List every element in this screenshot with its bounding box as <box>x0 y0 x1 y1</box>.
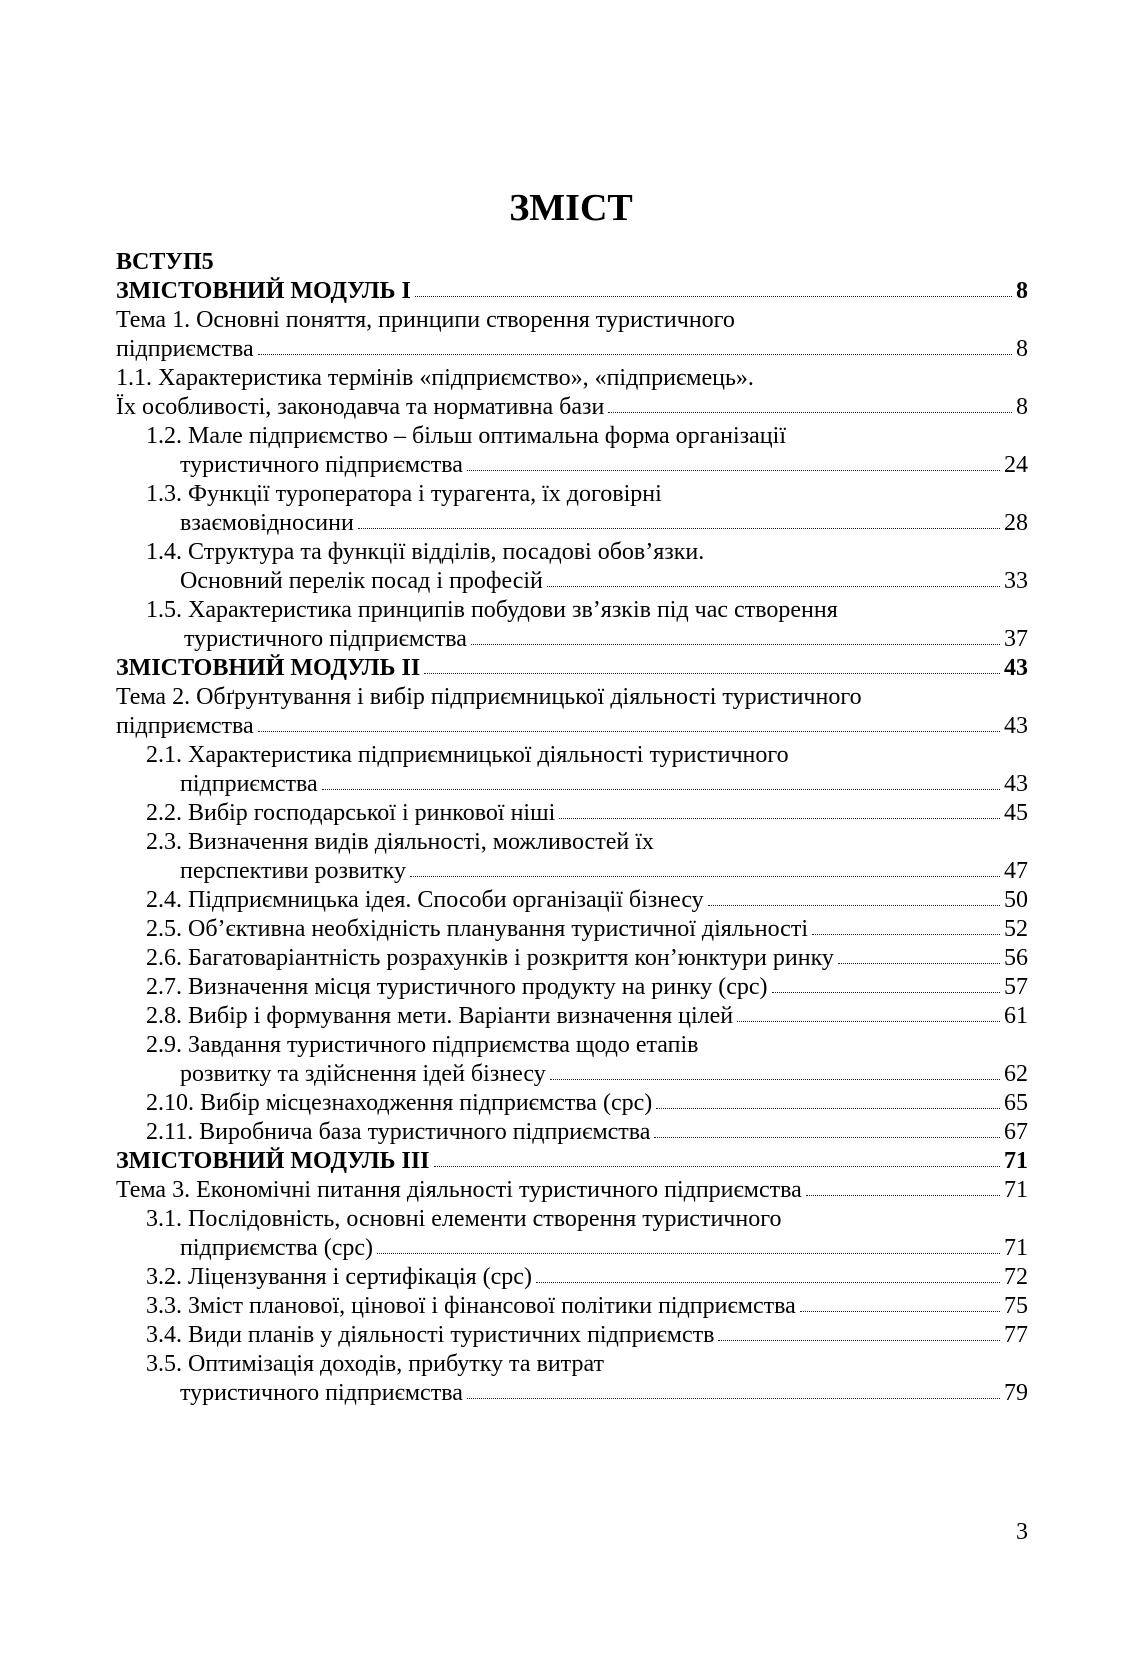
toc-entry-text: підприємства (срс) <box>180 1235 373 1261</box>
toc-entry <box>0 421 1142 452</box>
toc-dot-leader <box>772 992 1000 993</box>
toc-dot-leader <box>467 1398 1000 1399</box>
toc-section-heading <box>0 247 1142 278</box>
toc-entry-page: 47 <box>1004 858 1028 884</box>
toc-entry <box>0 740 1142 771</box>
toc-entry-text: 1.4. Структура та функції відділів, посадові обов’язки. <box>146 539 705 565</box>
toc-entry-text: підприємства <box>180 771 318 797</box>
toc-dot-leader <box>258 731 1000 732</box>
toc-entry <box>0 914 1142 945</box>
toc-entry <box>0 856 1142 887</box>
toc-entry-page: 65 <box>1004 1090 1028 1116</box>
toc-entry-page: 62 <box>1004 1061 1028 1087</box>
toc-entry <box>0 1233 1142 1264</box>
toc-dot-leader <box>656 1108 1000 1109</box>
toc-entry-text: 2.11. Виробнича база туристичного підприємства <box>146 1119 651 1145</box>
toc-entry-page: 45 <box>1004 800 1028 826</box>
toc-entry <box>0 827 1142 858</box>
toc-dot-leader <box>467 470 1000 471</box>
toc-entry <box>0 1204 1142 1235</box>
toc-dot-leader <box>559 818 1000 819</box>
toc-entry-page: 33 <box>1004 568 1028 594</box>
toc-entry-text: Тема 1. Основні поняття, принципи створення туристичного <box>116 307 735 333</box>
toc-entry-text: 3.1. Послідовність, основні елементи створення туристичного <box>146 1206 782 1232</box>
toc-entry-page: 75 <box>1004 1293 1028 1319</box>
toc-entry <box>0 1291 1142 1322</box>
toc-entry-text: розвитку та здійснення ідей бізнесу <box>180 1061 546 1087</box>
toc-entry <box>0 508 1142 539</box>
toc-dot-leader <box>737 1021 1000 1022</box>
toc-entry-page: 43 <box>1004 713 1028 739</box>
toc-entry <box>0 1059 1142 1090</box>
toc-entry-page: 67 <box>1004 1119 1028 1145</box>
toc-dot-leader <box>358 528 1000 529</box>
toc-entry-page: 77 <box>1004 1322 1028 1348</box>
toc-entry-text: перспективи розвитку <box>180 858 406 884</box>
toc-dot-leader <box>424 673 1000 674</box>
toc-entry-page: 57 <box>1004 974 1028 1000</box>
toc-entry-text: 2.2. Вибір господарської і ринкової ніші <box>146 800 556 826</box>
toc-entry-page: 8 <box>1016 278 1028 304</box>
toc-entry <box>0 1262 1142 1293</box>
toc-entry-page: 8 <box>1016 336 1028 362</box>
toc-entry-text: 2.3. Визначення видів діяльності, можливостей їх <box>146 829 654 855</box>
toc-entry-text: Тема 3. Економічні питання діяльності туристичного підприємства <box>116 1177 802 1203</box>
toc-entry-page: 71 <box>1004 1177 1028 1203</box>
toc-entry-page: 56 <box>1004 945 1028 971</box>
toc-entry <box>0 1117 1142 1148</box>
toc-dot-leader <box>800 1311 1000 1312</box>
toc-dot-leader <box>471 644 1000 645</box>
toc-entry-text: ЗМІСТОВНИЙ МОДУЛЬ ІІ <box>116 655 421 681</box>
toc-entry <box>0 479 1142 510</box>
toc-entry-text: 3.2. Ліцензування і сертифікація (срс) <box>146 1264 532 1290</box>
toc-entry <box>0 943 1142 974</box>
toc-dot-leader <box>410 876 1000 877</box>
toc-entry <box>0 769 1142 800</box>
toc-entry-page: 52 <box>1004 916 1028 942</box>
toc-entry <box>0 682 1142 713</box>
toc-section-heading <box>0 276 1142 307</box>
toc-entry <box>0 450 1142 481</box>
toc-entry <box>0 798 1142 829</box>
toc-entry <box>0 1378 1142 1409</box>
toc-entry-page: 79 <box>1004 1380 1028 1406</box>
toc-entry <box>0 363 1142 394</box>
toc-entry <box>0 334 1142 365</box>
toc-entry-text: туристичного підприємства <box>180 1380 463 1406</box>
toc-entry-text: 3.5. Оптимізація доходів, прибутку та витрат <box>146 1351 604 1377</box>
toc-entry-text: 2.5. Об’єктивна необхідність планування туристичної діяльності <box>146 916 808 942</box>
toc-entry-page: 37 <box>1004 626 1028 652</box>
toc-entry-text: 2.9. Завдання туристичного підприємства щодо етапів <box>146 1032 699 1058</box>
toc-dot-leader <box>718 1340 1000 1341</box>
toc-entry-text: 2.7. Визначення місця туристичного продукту на ринку (срс) <box>146 974 768 1000</box>
toc-entry <box>0 392 1142 423</box>
toc-entry <box>0 711 1142 742</box>
toc-entry-page: 24 <box>1004 452 1028 478</box>
toc-entry <box>0 1030 1142 1061</box>
toc-entry <box>0 537 1142 568</box>
toc-entry-text: 3.3. Зміст планової, цінової і фінансової політики підприємства <box>146 1293 796 1319</box>
toc-dot-leader <box>708 905 1000 906</box>
toc-entry-page: 28 <box>1004 510 1028 536</box>
toc-entry-text: підприємства <box>116 713 254 739</box>
toc-entry-text: Їх особливості, законодавча та нормативна бази <box>116 394 605 420</box>
toc-entry-text: 1.5. Характеристика принципів побудови зв’язків під час створення <box>146 597 838 623</box>
toc-entry <box>0 624 1142 655</box>
toc-entry-text: ЗМІСТОВНИЙ МОДУЛЬ ІІІ <box>116 1148 430 1174</box>
toc-entry <box>0 595 1142 626</box>
toc-entry <box>0 1088 1142 1119</box>
toc-entry <box>0 566 1142 597</box>
toc-entry <box>0 1320 1142 1351</box>
toc-dot-leader <box>806 1195 1000 1196</box>
toc-dot-leader <box>550 1079 1000 1080</box>
toc-entry-page: 72 <box>1004 1264 1028 1290</box>
toc-entry-text: 2.8. Вибір і формування мети. Варіанти визначення цілей <box>146 1003 734 1029</box>
toc-entry-page: 50 <box>1004 887 1028 913</box>
toc-dot-leader <box>547 586 1000 587</box>
toc-entry <box>0 305 1142 336</box>
toc-entry-text: Основний перелік посад і професій <box>180 568 543 594</box>
toc-entry-text: взаємовідносини <box>180 510 354 536</box>
toc-entry <box>0 1349 1142 1380</box>
toc-entry-text: підприємства <box>116 336 254 362</box>
toc-entry <box>0 1175 1142 1206</box>
toc-dot-leader <box>258 354 1012 355</box>
toc-section-heading <box>0 653 1142 684</box>
toc-entry-text: 1.2. Мале підприємство – більш оптимальна форма організації <box>146 423 786 449</box>
toc-dot-leader <box>434 1166 1000 1167</box>
toc-entry-text: туристичного підприємства <box>184 626 467 652</box>
toc-entry-text: 2.10. Вибір місцезнаходження підприємства (срс) <box>146 1090 653 1116</box>
page-number: 3 <box>1016 1519 1028 1545</box>
toc-dot-leader <box>415 296 1012 297</box>
toc-entry-text: 3.4. Види планів у діяльності туристичних підприємств <box>146 1322 715 1348</box>
toc-dot-leader <box>536 1282 1000 1283</box>
toc-dot-leader <box>812 934 1000 935</box>
toc-entry <box>0 885 1142 916</box>
toc-dot-leader <box>322 789 1000 790</box>
page-title: ЗМІСТ <box>509 187 633 229</box>
toc-entry-text: 2.6. Багатоваріантність розрахунків і розкриття кон’юнктури ринку <box>146 945 834 971</box>
toc-entry-text: туристичного підприємства <box>180 452 463 478</box>
toc-entry-text: ВСТУП5 <box>116 249 214 275</box>
toc-dot-leader <box>654 1137 1000 1138</box>
toc-dot-leader <box>608 412 1012 413</box>
toc-entry-text: 1.3. Функції туроператора і турагента, їх договірні <box>146 481 662 507</box>
toc-entry-text: Тема 2. Обґрунтування і вибір підприємницької діяльності туристичного <box>116 684 862 710</box>
toc-entry-page: 43 <box>1004 771 1028 797</box>
toc-entry-page: 71 <box>1004 1235 1028 1261</box>
toc-entry <box>0 1001 1142 1032</box>
toc-entry-page: 8 <box>1016 394 1028 420</box>
toc-section-heading <box>0 1146 1142 1177</box>
toc-entry <box>0 972 1142 1003</box>
toc-dot-leader <box>838 963 1000 964</box>
toc-entry-text: 2.4. Підприємницька ідея. Способи організації бізнесу <box>146 887 704 913</box>
toc-entry-text: 2.1. Характеристика підприємницької діяльності туристичного <box>146 742 789 768</box>
toc-dot-leader <box>377 1253 1000 1254</box>
toc-entry-page: 61 <box>1004 1003 1028 1029</box>
toc-entry-page: 43 <box>1004 655 1028 681</box>
toc-entry-text: 1.1. Характеристика термінів «підприємство», «підприємець». <box>116 365 754 391</box>
toc-entry-text: ЗМІСТОВНИЙ МОДУЛЬ І <box>116 278 411 304</box>
toc-entry-page: 71 <box>1004 1148 1028 1174</box>
